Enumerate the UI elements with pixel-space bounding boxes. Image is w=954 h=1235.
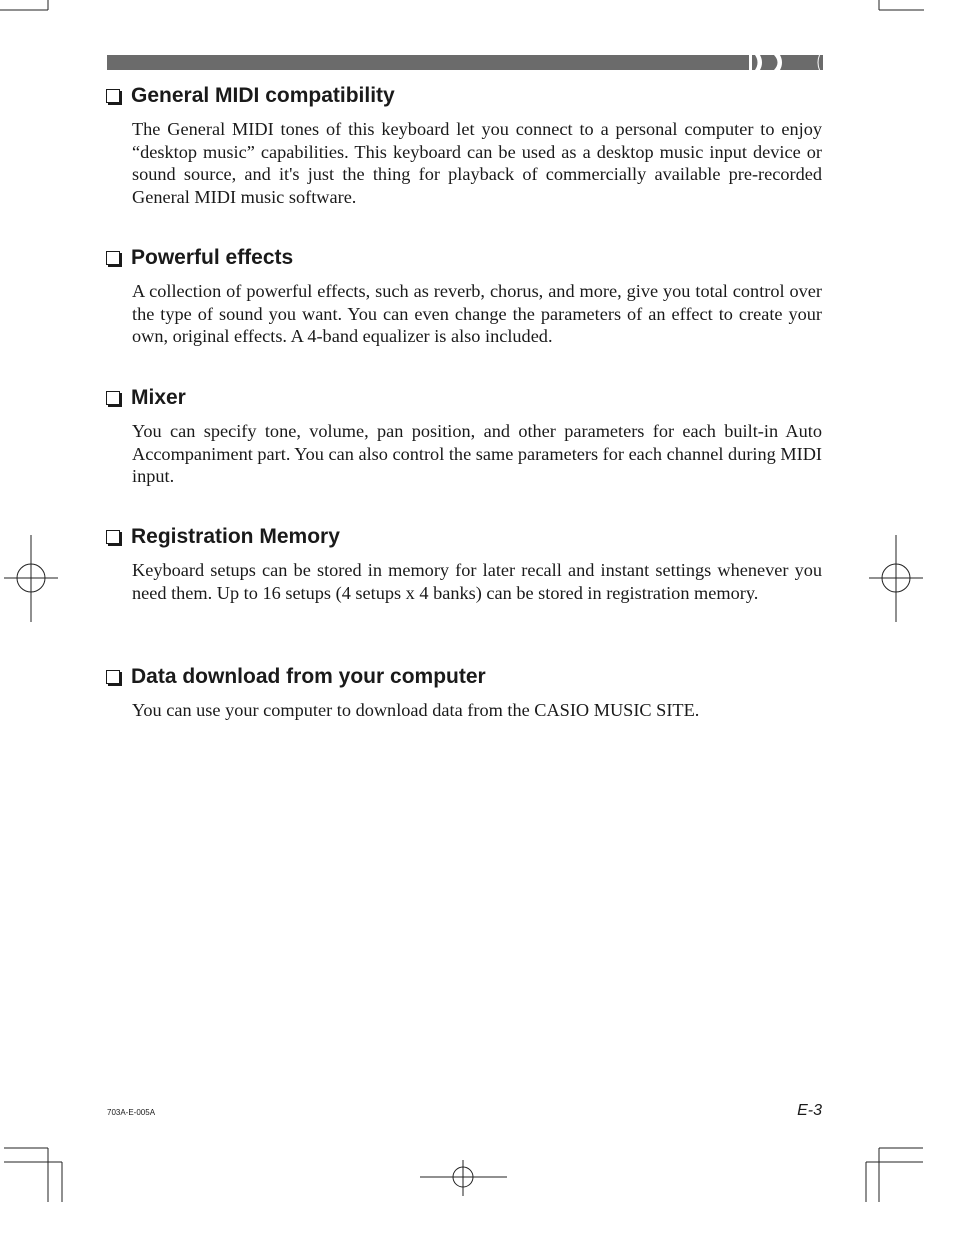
page-number: E-3 [797,1102,822,1119]
section-heading-text: Data download from your computer [131,665,486,688]
checkbox-icon [106,530,120,544]
checkbox-icon [106,89,120,103]
section-heading-text: Registration Memory [131,525,340,548]
section-body: You can specify tone, volume, pan position, and other parameters for each built-in Auto Accompaniment part. You can also control the same parameters for each channel during MIDI input. [132,421,822,486]
checkbox-icon [106,670,120,684]
header-bar [107,55,823,70]
section-heading-text: General MIDI compatibility [131,84,395,107]
section-heading [106,83,822,109]
section-mixer [106,385,822,488]
section-body: Keyboard setups can be stored in memory for later recall and instant settings whenever you need them. Up to 16 setups (4 setups x 4 banks) can be stored in registration memory. [132,560,822,603]
document-code: 703A-E-005A [107,1108,156,1117]
section-heading [106,245,822,271]
section-heading-text: Mixer [131,386,186,409]
section-body: The General MIDI tones of this keyboard let you connect to a personal computer to enjoy “desktop music” capabilities. This keyboard can be used as a desktop music input device or sound source, and it's just the thing for playback of commercially available pre-recorded General MIDI music software. [132,119,822,207]
section-heading [106,385,822,411]
section-body: A collection of powerful effects, such as reverb, chorus, and more, give you total control over the type of sound you want. You can even change the parameters of an effect to create your own, original effects. A 4-band equalizer is also included. [132,281,822,346]
section-data-download [106,664,822,722]
checkbox-icon [106,391,120,405]
section-heading [106,664,822,690]
section-heading [106,524,822,550]
section-body: You can use your computer to download data from the CASIO MUSIC SITE. [132,700,700,720]
section-registration-memory [106,524,822,604]
section-heading-text: Powerful effects [131,246,294,269]
section-general-midi [106,83,822,208]
section-powerful-effects [106,245,822,348]
checkbox-icon [106,251,120,265]
